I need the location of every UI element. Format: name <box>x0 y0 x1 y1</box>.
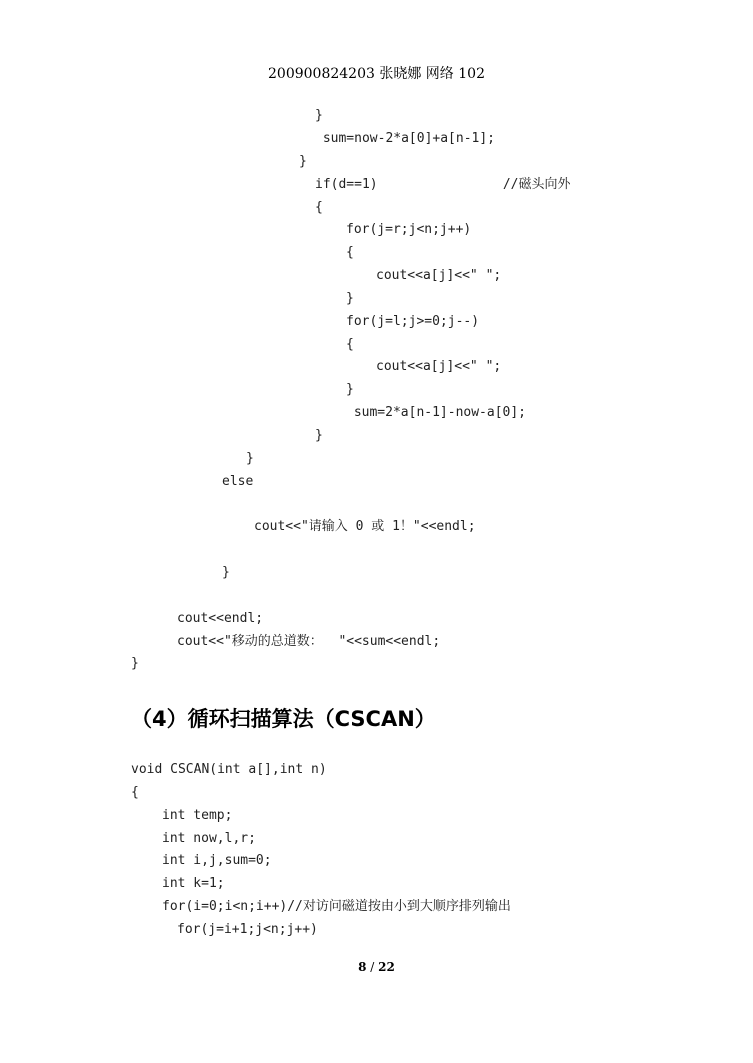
code-line: } <box>222 565 230 580</box>
page-footer <box>0 960 753 974</box>
current-page-number: 8 <box>358 960 367 974</box>
code-line: for(j=l;j>=0;j--) <box>346 314 480 329</box>
code-line: cout<<endl; <box>177 611 264 626</box>
section-heading: （4）循环扫描算法（CSCAN） <box>131 707 436 731</box>
code-line: } <box>299 154 307 169</box>
code-line: } <box>246 451 254 466</box>
code-line: } <box>315 428 323 443</box>
code-line: int i,j,sum=0; <box>162 853 272 868</box>
code-line: if(d==1) //磁头向外 <box>315 177 571 192</box>
code-line: } <box>131 656 139 671</box>
code-line: int k=1; <box>162 876 225 891</box>
total-page-count: 22 <box>378 960 395 974</box>
code-line: sum=2*a[n-1]-now-a[0]; <box>346 405 527 420</box>
code-line: } <box>346 291 354 306</box>
code-line: for(j=i+1;j<n;j++) <box>177 922 318 937</box>
code-line: { <box>346 245 354 260</box>
code-line: { <box>315 200 323 215</box>
code-line: for(i=0;i<n;i++)//对访问磁道按由小到大顺序排列输出 <box>162 899 511 914</box>
code-line: cout<<"请输入 0 或 1！"<<endl; <box>254 519 476 534</box>
page-header: 200900824203 张晓娜 网络 102 <box>268 66 485 82</box>
code-line: { <box>131 785 139 800</box>
code-line: for(j=r;j<n;j++) <box>346 222 472 237</box>
code-line: } <box>346 382 354 397</box>
code-line: cout<<"移动的总道数： "<<sum<<endl; <box>177 634 441 649</box>
code-line: sum=now-2*a[0]+a[n-1]; <box>315 131 496 146</box>
code-line: { <box>346 337 354 352</box>
code-line: cout<<a[j]<<" "; <box>376 359 502 374</box>
code-line: } <box>315 108 323 123</box>
code-line: void CSCAN(int a[],int n) <box>131 762 327 777</box>
code-line: int now,l,r; <box>162 831 256 846</box>
code-line: cout<<a[j]<<" "; <box>376 268 502 283</box>
code-line: else <box>222 474 254 489</box>
code-line: int temp; <box>162 808 233 823</box>
page-separator: / <box>366 960 379 974</box>
